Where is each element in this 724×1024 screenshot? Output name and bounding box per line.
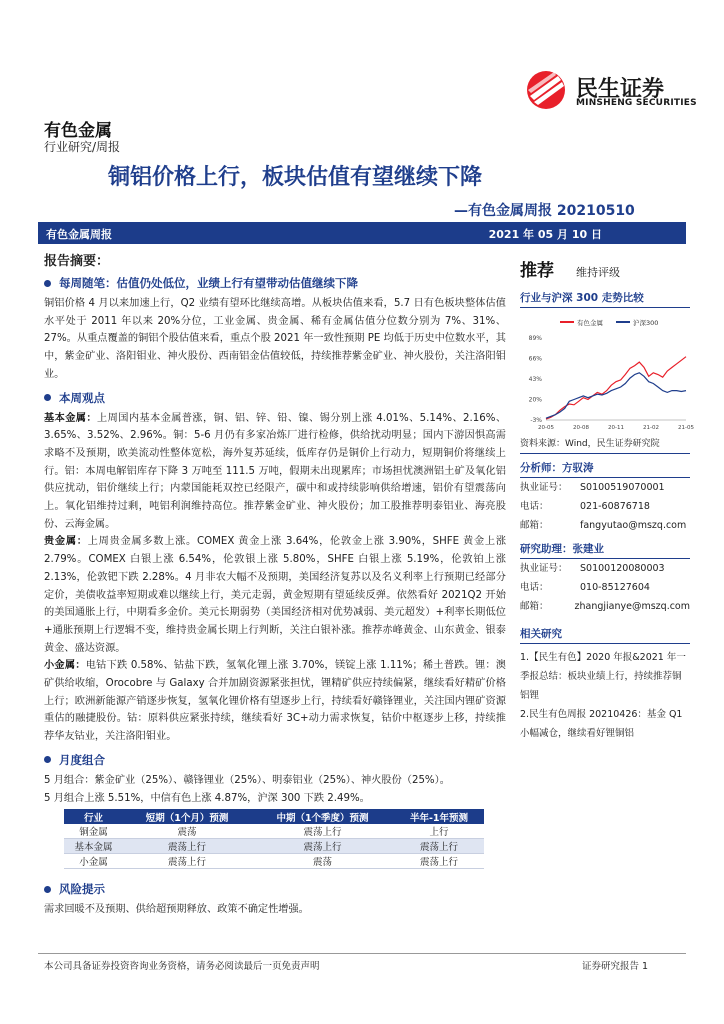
section-heading: 风险提示 [44,881,506,897]
legend-label: 有色金属 [577,319,603,327]
paragraph: 5 月组合上涨 5.51%，中信有色上涨 4.87%，沪深 300 下跌 2.49%。 [44,792,370,804]
rating: 推荐 [520,261,554,281]
x-tick-label: 20-05 [538,425,554,431]
footer-disclaimer: 本公司具备证券投资咨询业务资格，请务必阅读最后一页免责声明 [44,961,320,972]
table-header: 短期（1个月）预测 [123,809,251,824]
related-heading: 相关研究 [520,626,690,644]
trend-chart-svg [520,312,694,432]
bullet-icon [44,280,51,287]
x-tick-label: 20-11 [608,425,624,431]
y-tick-label: -3% [530,417,542,424]
table-header: 行业 [64,809,123,824]
analyst-license: 执业证号： S0100519070001 [520,482,665,493]
y-tick-label: 20% [528,396,542,404]
analyst-phone: 电话： 021-60876718 [520,501,650,512]
bullet-icon [44,394,51,401]
report-subtitle: —有色金属周报 20210510 [454,203,635,219]
x-tick-label: 21-05 [678,425,694,431]
section-heading: 每周随笔：估值仍处低位，业绩上行有望带动估值继续下降 [44,275,506,291]
y-tick-label: 89% [528,335,542,342]
paragraph: 5 月组合：紫金矿业（25%）、赣锋锂业（25%）、明泰铝业（25%）、神火股份（25%）。 [44,774,450,786]
brand-name-cn: 民生证券 [576,77,665,102]
paragraph-precious-metals: 贵金属：上周贵金属多数上涨。COMEX 黄金上涨 3.64%，伦敦金上涨 3.90%，SHFE 黄金上涨 2.79%。COMEX 白银上涨 6.54%，伦敦银上涨 5.80%，SHFE 白银上涨 5.19%，伦敦铂上涨 2.13%，伦敦钯下跌 2.28%。4 月非农大幅不及预期，美国经济复苏以及名义利率上行预期已经部分定价，美债收益率短期或难以继续上行，美元走弱，黄金短期有望延续反弹。依然看好 2021Q2 开始的美国通胀上行，中期看多金价。美元长期弱势（美国经济相对优势减弱、美元超发）+利率长期低位+通胀预期上行逻辑不变，维持贵金属长期上行判断，关注白银补涨。推荐赤峰黄金、山东黄金、银泰黄金、盛达资源。 [44,536,506,654]
summary-heading: 报告摘要： [44,254,110,269]
sidebar [520,256,694,743]
brand-logo [524,70,697,110]
y-tick-label: 66% [528,355,542,363]
section-heading: 月度组合 [44,752,506,768]
table-row: 小金属 震荡上行 震荡 震荡上行 [64,854,484,869]
table-header: 中期（1个季度）预测 [251,809,394,824]
x-tick-label: 20-08 [573,425,589,431]
risk-text: 需求回暖不及预期、供给超预期释放、政策不确定性增强。 [44,904,309,916]
footer-page: 证券研究报告 1 [582,961,649,972]
chart-heading: 行业与沪深 300 走势比较 [520,290,690,308]
assistant-email: 邮箱： zhangjianye@mszq.com [520,601,690,612]
table-row: 铜金属 震荡 震荡上行 上行 [64,824,484,839]
table-row: 基本金属 震荡上行 震荡上行 震荡上行 [64,839,484,854]
chart-source: 资料来源：Wind，民生证券研究院 [520,432,690,454]
assistant-license: 执业证号： S0100120080003 [520,563,665,574]
title-band [38,222,686,244]
assistant-heading: 研究助理：张建业 [520,541,690,559]
paragraph-minor-metals: 小金属：电钴下跌 0.58%、钴盐下跌，氢氧化锂上涨 3.70%，镁锭上涨 1.11%；稀土普跌。锂：澳矿供给收缩，Orocobre 与 Galaxy 合并加剧资源紧张担忧，锂精矿供应持续偏紧，继续看好精矿价格上行；欧洲新能源产销逐步恢复，氢氧化锂价格有望逐步上行，持续看好赣锋锂业，关注国内锂矿资源重估的融捷股份。钴：原料供应紧张持续，继续看好 3C+动力需求恢复，钴价中枢逐步上移，持续推荐华友钴业，关注洛阳钼业。 [44,660,506,743]
footer-divider [38,953,686,954]
report-title: 铜铝价格上行，板块估值有望继续下降 [108,165,483,190]
sector-label: 有色金属 [44,121,112,141]
trend-chart [520,312,694,432]
related-item[interactable]: 2.民生有色周报 20210426：基金 Q1 小幅减仓，继续看好锂铜铝 [520,709,683,739]
report-type: 行业研究/周报 [44,140,121,154]
rating-row [520,256,690,284]
brand-name-en: MINSHENG SECURITIES [576,98,697,108]
bullet-icon [44,886,51,893]
forecast-table [64,809,484,869]
minsheng-logo-icon [524,70,568,110]
analyst-email: 邮箱： fangyutao@mszq.com [520,520,687,531]
band-report-name: 有色金属周报 [46,228,112,241]
y-tick-label: 43% [528,376,542,383]
series-line-nonferrous [546,357,686,419]
analyst-heading: 分析师：方驭涛 [520,460,690,478]
bullet-icon [44,756,51,763]
summary-column [44,250,506,919]
table-header: 半年-1年预测 [394,809,484,824]
legend-label: 沪深300 [633,319,659,327]
related-item[interactable]: 1.【民生有色】2020 年报&2021 年一季报总结：板块业绩上行，持续推荐铜铝锂 [520,652,686,701]
paragraph: 铜铝价格 4 月以来加速上行，Q2 业绩有望环比继续高增。从板块估值来看，5.7 日有色板块整体估值水平处于 2011 年以来 20%分位，工业金属、贵金属、稀有金属估值分位数分别为 7%、31%、27%。从重点覆盖的铜铝个股估值来看，重点个股 2021 年一致性预期 PE 均低于历史中位数水平，其中，紫金矿业、洛阳钼业、神火股份、西南铝金估值较低，持续推荐紫金矿业、神火股份，关注洛阳钼业。 [44,298,506,380]
x-tick-label: 21-02 [643,425,659,431]
series-line-csi300 [546,373,686,418]
band-date: 2021 年 05 月 10 日 [488,228,602,241]
paragraph-base-metals: 基本金属：上周国内基本金属普涨，铜、铝、锌、铅、镍、锡分别上涨 4.01%、5.14%、2.16%、3.65%、3.52%、2.96%。铜：5-6 月仍有多家冶炼厂进行检修，供给扰动明显；国内下游因惧高需求略不及预期，欧美流动性整体宽松，海外复苏延续，低库存仍是铜价上行动力，短期铜价将继续上行。铝：本周电解铝库存下降 3 万吨至 111.5 万吨，假期未出现累库；市场担忧澳洲铝土矿及氧化铝供应扰动，铝价继续上行；内蒙国能耗双控已经限产，碳中和或持续影响供给增速，铝价有望震荡向上。氧化铝维持过剩，吨铝利润维持高位。推荐紫金矿业、神火股份；加工股推荐明泰铝业、海亮股份、云海金属。 [44,412,507,530]
section-heading: 本周观点 [44,390,506,406]
assistant-phone: 电话： 010-85127604 [520,582,650,593]
rating-note: 维持评级 [576,266,620,279]
